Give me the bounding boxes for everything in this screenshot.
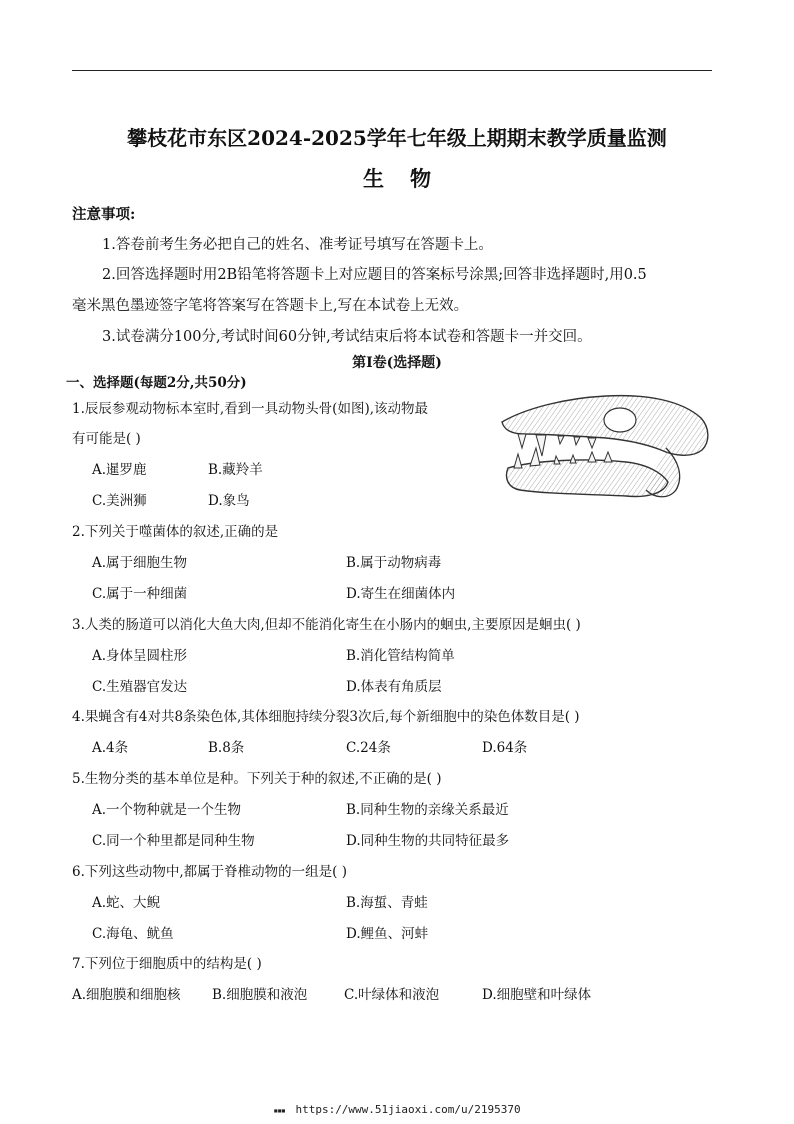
notice-item-3: 3.试卷满分100分,考试时间60分钟,考试结束后将本试卷和答题卡一并交回。 [102,329,592,345]
question-4-option-a: A.4条 [92,740,129,756]
question-4-option-d: D.64条 [482,740,528,756]
question-6-option-d: D.鲤鱼、河蚌 [346,926,429,942]
question-5-option-d: D.同种生物的共同特征最多 [346,833,510,849]
animal-skull-image [496,390,712,508]
question-3-option-d: D.体表有角质层 [346,679,442,695]
question-1-option-b: B.藏羚羊 [208,462,263,478]
question-5-option-c: C.同一个种里都是同种生物 [92,833,255,849]
question-2-option-a: A.属于细胞生物 [92,555,188,571]
question-3-option-c: C.生殖器官发达 [92,679,188,695]
notice-item-1: 1.答卷前考生务必把自己的姓名、准考证号填写在答题卡上。 [102,237,493,253]
question-2-stem: 2.下列关于噬菌体的叙述,正确的是 [72,524,279,540]
question-2-option-b: B.属于动物病毒 [346,555,442,571]
top-rule [72,70,712,71]
question-7-option-c: C.叶绿体和液泡 [344,987,440,1003]
question-1-stem: 1.辰辰参观动物标本室时,看到一具动物头骨(如图),该动物最 [72,401,428,417]
watermark-mark: ▪▪▪ [273,1106,285,1115]
question-1-option-a: A.暹罗鹿 [92,462,147,478]
question-5-option-b: B.同种生物的亲缘关系最近 [346,802,509,818]
footer-url-link[interactable]: https://www.51jiaoxi.com/u/2195370 [295,1103,521,1116]
question-3-stem: 3.人类的肠道可以消化大鱼大肉,但却不能消化寄生在小肠内的蛔虫,主要原因是蛔虫( ) [72,617,581,633]
question-5-option-a: A.一个物种就是一个生物 [92,802,242,818]
question-6-option-c: C.海龟、鱿鱼 [92,926,174,942]
question-3-option-a: A.身体呈圆柱形 [92,648,188,664]
exam-title: 攀枝花市东区2024-2025学年七年级上期期末教学质量监测 [127,126,667,150]
notice-item-2: 2.回答选择题时用2B铅笔将答题卡上对应题目的答案标号涂黑;回答非选择题时,用0.5 [102,267,647,283]
subject-title: 生物 [363,166,457,191]
question-4-option-b: B.8条 [208,740,245,756]
question-2-option-d: D.寄生在细菌体内 [346,586,456,602]
question-4-option-c: C.24条 [346,740,391,756]
section-heading: 一、选择题(每题2分,共50分) [66,375,247,391]
page-footer [0,1103,794,1116]
question-6-option-a: A.蛇、大鲵 [92,895,161,911]
notice-item-2-cont: 毫米黑色墨迹签字笔将答案写在答题卡上,写在本试卷上无效。 [72,298,469,314]
question-7-option-a: A.细胞膜和细胞核 [72,987,181,1003]
question-1-option-c: C.美洲狮 [92,493,147,509]
question-7-option-d: D.细胞壁和叶绿体 [482,987,592,1003]
question-6-option-b: B.海蜇、青蛙 [346,895,428,911]
question-6-stem: 6.下列这些动物中,都属于脊椎动物的一组是( ) [72,864,347,880]
notice-heading: 注意事项: [72,206,136,223]
question-2-option-c: C.属于一种细菌 [92,586,188,602]
question-1-stem-cont: 有可能是( ) [72,431,141,447]
question-4-stem: 4.果蝇含有4对共8条染色体,其体细胞持续分裂3次后,每个新细胞中的染色体数目是( ) [72,709,580,725]
question-5-stem: 5.生物分类的基本单位是种。下列关于种的叙述,不正确的是( ) [72,771,442,787]
question-7-option-b: B.细胞膜和液泡 [212,987,308,1003]
volume-heading: 第Ⅰ卷(选择题) [352,355,442,371]
question-7-stem: 7.下列位于细胞质中的结构是( ) [72,956,262,972]
question-1-option-d: D.象鸟 [208,493,250,509]
question-3-option-b: B.消化管结构简单 [346,648,455,664]
